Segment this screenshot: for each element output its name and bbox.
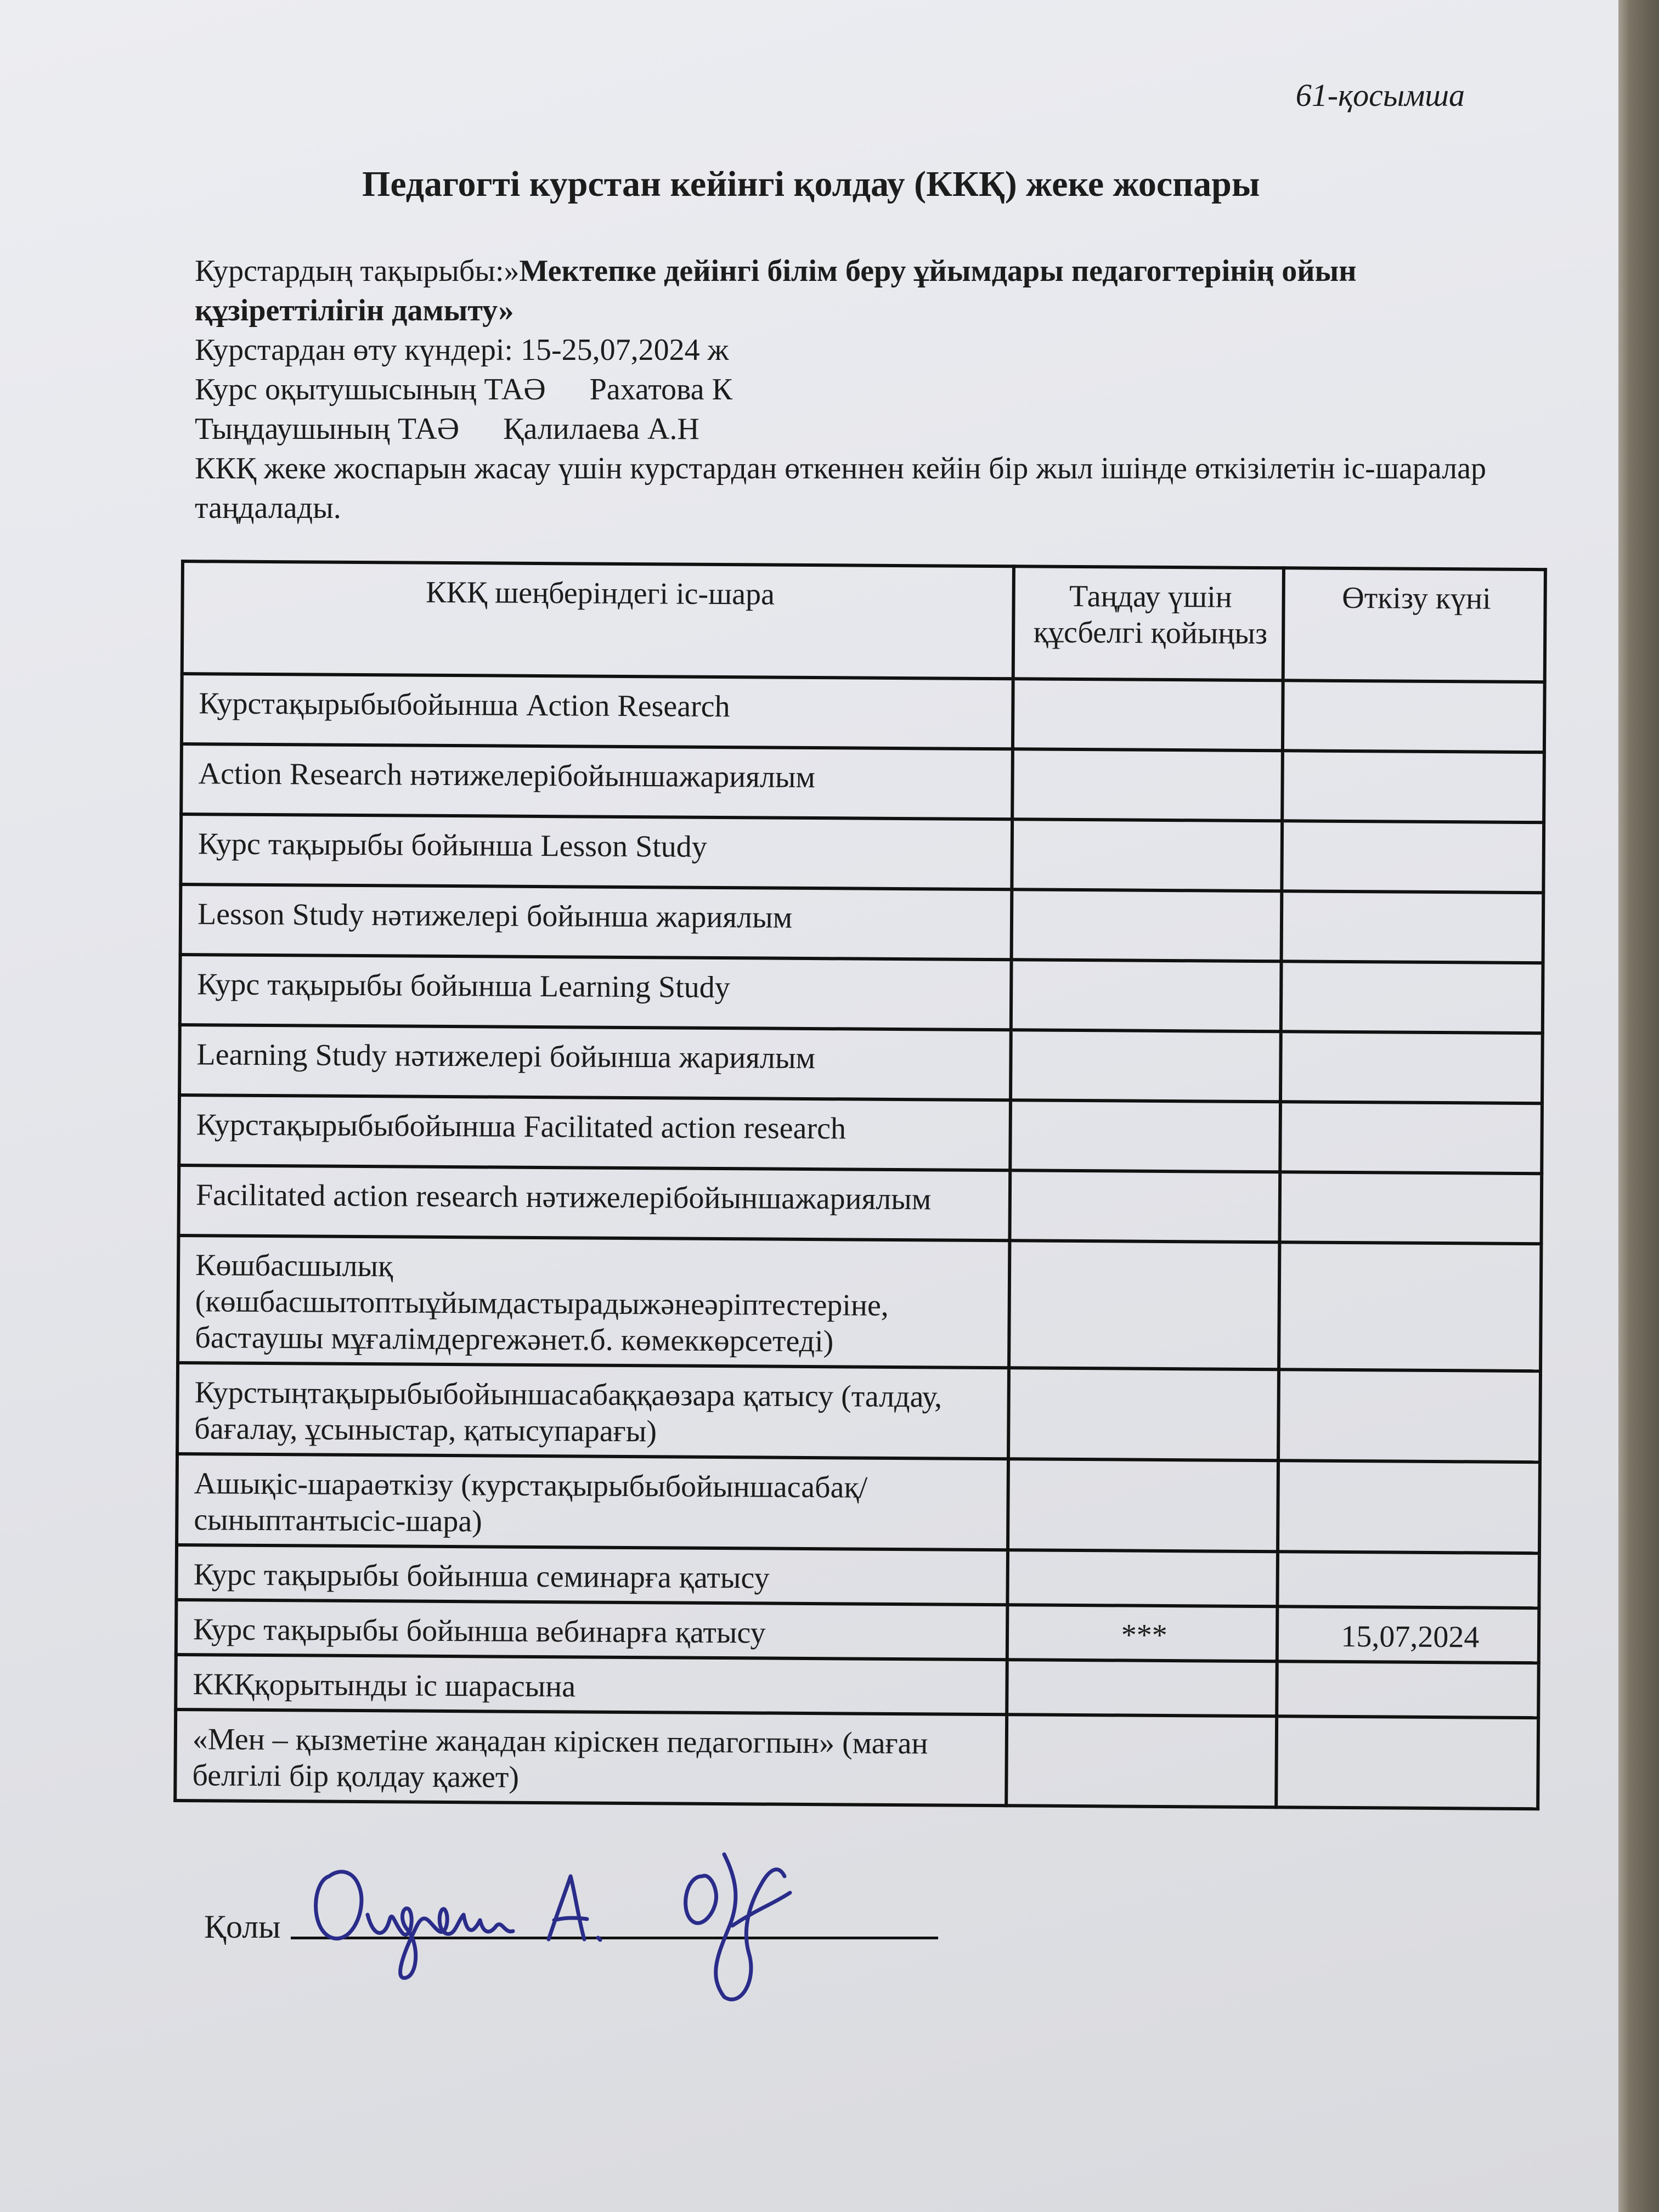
activity-cell: Курс тақырыбы бойынша семинарға қатысу: [176, 1545, 1007, 1605]
date-cell: [1276, 1716, 1538, 1809]
table-row: [177, 1454, 1540, 1553]
mark-cell: [1010, 1100, 1280, 1172]
activity-cell: Курс тақырыбы бойынша вебинарға қатысу: [176, 1600, 1007, 1660]
activity-cell: Курс тақырыбы бойынша Lesson Study: [180, 814, 1012, 889]
topic-label: Курстардың тақырыбы:»: [195, 254, 520, 288]
mark-cell: [1008, 1368, 1279, 1460]
mark-cell: ***: [1007, 1605, 1278, 1661]
header-date: Өткізу күні: [1283, 568, 1545, 682]
date-cell: [1278, 1369, 1541, 1462]
table-row: [177, 1363, 1541, 1462]
activity-cell: «Мен – қызметіне жаңадан кіріскен педагогпын» (маған белгілі бір қолдау қажет): [175, 1709, 1007, 1805]
mark-cell: [1007, 1660, 1277, 1716]
table-row: [179, 1025, 1543, 1103]
table-row: [178, 1235, 1541, 1371]
dates-line: Курстардан өту күндері: 15-25,07,2024 ж: [195, 333, 729, 367]
table-row: [182, 674, 1545, 752]
topic-line: [195, 251, 1533, 330]
mark-cell: [1007, 1550, 1278, 1606]
mark-cell: [1011, 960, 1282, 1031]
date-cell: [1277, 1551, 1539, 1608]
date-cell: [1278, 1460, 1540, 1553]
page-title: Педагогті курстан кейінгі қолдау (ККҚ) жеке жоспары: [362, 164, 1260, 204]
activity-cell: Learning Study нәтижелері бойынша жариялым: [179, 1025, 1011, 1100]
activity-cell: Курстақырыбыбойынша Facilitated action research: [179, 1095, 1011, 1170]
date-cell: [1283, 680, 1545, 752]
teacher-line: [195, 370, 1533, 409]
date-cell: [1282, 821, 1544, 893]
date-cell: 15,07,2024: [1277, 1606, 1539, 1663]
date-cell: [1281, 891, 1543, 963]
mark-cell: [1011, 1030, 1281, 1102]
teacher-name: Рахатова К: [589, 373, 732, 407]
table-row: [175, 1709, 1538, 1809]
date-cell: [1277, 1661, 1539, 1718]
activity-table: [173, 560, 1547, 1810]
table-row: [176, 1655, 1539, 1718]
listener-label: Тыңдаушының ТАӘ: [195, 412, 460, 446]
listener-name: Қалилаева А.Н: [503, 412, 699, 446]
table-row: [176, 1600, 1539, 1663]
mark-cell: [1012, 749, 1283, 821]
handwritten-signature: [307, 1843, 856, 2019]
annex-label: 61-қосымша: [1295, 77, 1465, 113]
date-cell: [1279, 1172, 1542, 1244]
activity-cell: Lesson Study нәтижелері бойынша жариялым: [180, 884, 1012, 960]
course-info: [195, 251, 1533, 528]
mark-cell: [1009, 1170, 1280, 1242]
date-cell: [1279, 1242, 1542, 1371]
table-row: [180, 814, 1544, 893]
table-row: [176, 1545, 1539, 1608]
signature-label: Қолы: [204, 1909, 281, 1945]
mark-cell: [1009, 1240, 1279, 1369]
table-row: [181, 744, 1544, 822]
mark-cell: [1013, 679, 1283, 751]
date-cell: [1280, 1031, 1543, 1103]
table-row: [180, 955, 1543, 1033]
mark-cell: [1011, 889, 1282, 961]
table-row: [180, 884, 1544, 963]
activity-cell: Курстақырыбыбойынша Action Research: [182, 674, 1013, 749]
date-cell: [1282, 751, 1544, 822]
listener-line: [195, 409, 1533, 449]
activity-cell: Курстыңтақырыбыбойыншасабаққаөзара қатысу (талдау, бағалау, ұсыныстар, қатысупарағы): [177, 1363, 1009, 1459]
table-row: [178, 1165, 1542, 1244]
table-header-row: [182, 561, 1545, 682]
date-cell: [1280, 1102, 1542, 1173]
activity-cell: Action Research нәтижелерібойыншажариялым: [181, 744, 1013, 819]
date-cell: [1281, 961, 1543, 1033]
header-activity: ККҚ шеңберіндегі іс-шара: [182, 561, 1014, 679]
header-select: Таңдау үшін құсбелгі қойыңыз: [1013, 566, 1283, 680]
activity-cell: Курс тақырыбы бойынша Learning Study: [180, 955, 1012, 1030]
table-row: [179, 1095, 1542, 1173]
teacher-label: Курс оқытушысының ТАӘ: [195, 373, 546, 407]
activity-cell: Ашықіс-шараөткізу (курстақырыбыбойыншасабақ/ сыныптантысіс-шара): [177, 1454, 1008, 1550]
mark-cell: [1012, 819, 1282, 891]
mark-cell: [1008, 1459, 1278, 1551]
activity-cell: Facilitated action research нәтижелерібойыншажариялым: [178, 1165, 1010, 1240]
topic-value: Мектепке дейінгі білім беру ұйымдары педагогтерінің ойын құзіреттілігін дамыту»: [195, 254, 1357, 328]
activity-cell: ККҚқорытынды іс шарасына: [176, 1655, 1007, 1714]
instruction-note: ККҚ жеке жоспарын жасау үшін курстардан өткеннен кейін бір жыл ішінде өткізілетін іс-шаралар таңдалады.: [195, 452, 1486, 525]
activity-cell: Көшбасшылық (көшбасшытоптыұйымдастырадыжәнеәріптестеріне, бастаушы мұғалімдергежәнет.б. көмеккөрсетеді): [178, 1235, 1009, 1368]
mark-cell: [1006, 1714, 1277, 1807]
